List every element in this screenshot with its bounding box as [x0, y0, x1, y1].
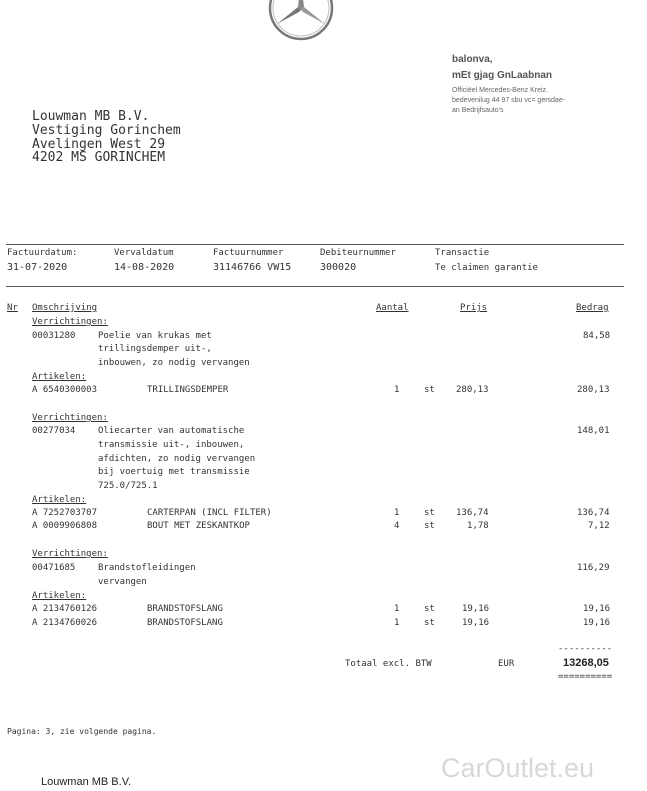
dealer-desc-2: bedevenilug 44 97 sbu vc= gersdae-	[452, 97, 566, 104]
article-number: A 2134760026	[32, 618, 98, 628]
dealer-subname: mEt gjag GnLaabnan	[452, 70, 553, 81]
article-qty: 4	[394, 521, 400, 531]
article-total: 136,74	[577, 508, 610, 518]
article-unit: st	[424, 385, 435, 395]
address-line-4: 4202 MS GORINCHEM	[32, 150, 166, 165]
article-name: CARTERPAN (INCL FILTER)	[147, 508, 272, 518]
address-line-2: Vestiging Gorinchem	[32, 123, 181, 138]
article-total: 7,12	[588, 521, 610, 531]
value-debiteurnummer: 300020	[320, 262, 357, 273]
article-name: TRILLINGSDEMPER	[147, 385, 229, 395]
address-line-1: Louwman MB B.V.	[32, 109, 150, 124]
operation-desc: 725.0/725.1	[98, 481, 158, 491]
page-note: Pagina: 3, zie volgende pagina.	[7, 727, 157, 736]
article-qty: 1	[394, 604, 400, 614]
article-qty: 1	[394, 508, 400, 518]
operation-desc: afdichten, zo nodig vervangen	[98, 454, 256, 464]
article-qty: 1	[394, 618, 400, 628]
article-unit: st	[424, 604, 435, 614]
article-qty: 1	[394, 385, 400, 395]
articles-label: Artikelen:	[32, 591, 87, 601]
article-total: 19,16	[583, 604, 611, 614]
dealer-desc-1: Officiëel Mercedes-Benz Kreiz.	[452, 87, 548, 94]
operation-amount: 116,29	[577, 563, 610, 573]
operation-desc: trillingsdemper uit-,	[98, 344, 212, 354]
total-label: Totaal excl. BTW	[345, 659, 432, 669]
operation-amount: 148,01	[577, 426, 610, 436]
article-total: 280,13	[577, 385, 610, 395]
article-name: BRANDSTOFSLANG	[147, 604, 223, 614]
col-header-omschrijving: Omschrijving	[32, 303, 98, 313]
operation-desc: Poelie van krukas met	[98, 331, 212, 341]
footer-company: Louwman MB B.V.	[41, 776, 132, 788]
section-label: Verrichtingen:	[32, 317, 108, 327]
section-label: Verrichtingen:	[32, 549, 108, 559]
article-name: BOUT MET ZESKANTKOP	[147, 521, 250, 531]
operation-desc: Oliecarter van automatische	[98, 426, 245, 436]
article-number: A 6540300003	[32, 385, 98, 395]
col-header-nr: Nr	[7, 303, 18, 313]
article-name: BRANDSTOFSLANG	[147, 618, 223, 628]
article-unit: st	[424, 508, 435, 518]
dealer-desc-3: an Bedrijfsauto's	[452, 107, 504, 114]
label-factuurdatum: Factuurdatum:	[7, 248, 78, 258]
value-factuurnummer: 31146766 VW15	[213, 262, 292, 273]
operation-desc: Brandstofleidingen	[98, 563, 196, 573]
operation-code: 00031280	[32, 331, 76, 341]
watermark: CarOutlet.eu	[441, 753, 595, 783]
articles-label: Artikelen:	[32, 495, 87, 505]
divider-top	[6, 244, 624, 245]
article-total: 19,16	[583, 618, 611, 628]
total-amount: 13268,05	[563, 657, 609, 669]
label-transactie: Transactie	[435, 248, 490, 258]
section-label: Verrichtingen:	[32, 413, 108, 423]
operation-desc: transmissie uit-, inbouwen,	[98, 440, 245, 450]
article-price: 136,74	[456, 508, 489, 518]
total-dashes: ----------	[558, 644, 613, 654]
value-vervaldatum: 14-08-2020	[114, 262, 175, 273]
operation-code: 00277034	[32, 426, 76, 436]
article-number: A 2134760126	[32, 604, 98, 614]
article-price: 1,78	[467, 521, 489, 531]
operation-desc: inbouwen, zo nodig vervangen	[98, 358, 250, 368]
col-header-prijs: Prijs	[460, 303, 488, 313]
article-unit: st	[424, 618, 435, 628]
col-header-bedrag: Bedrag	[576, 303, 609, 313]
article-number: A 7252703707	[32, 508, 98, 518]
label-debiteurnummer: Debiteurnummer	[320, 248, 396, 258]
article-price: 19,16	[462, 604, 490, 614]
value-factuurdatum: 31-07-2020	[7, 262, 68, 273]
operation-amount: 84,58	[583, 331, 611, 341]
mercedes-star-logo	[267, 0, 335, 42]
address-line-3: Avelingen West 29	[32, 137, 166, 152]
operation-desc: bij voertuig met transmissie	[98, 467, 250, 477]
operation-desc: vervangen	[98, 577, 147, 587]
article-unit: st	[424, 521, 435, 531]
value-transactie: Te claimen garantie	[435, 263, 538, 273]
label-vervaldatum: Vervaldatum	[114, 248, 174, 258]
total-currency: EUR	[498, 659, 515, 669]
total-double-line: ==========	[558, 672, 613, 682]
article-price: 19,16	[462, 618, 490, 628]
article-number: A 0009906808	[32, 521, 98, 531]
divider-bottom	[6, 286, 624, 287]
articles-label: Artikelen:	[32, 372, 87, 382]
dealer-name: balonva,	[452, 54, 493, 65]
article-price: 280,13	[456, 385, 489, 395]
col-header-aantal: Aantal	[376, 303, 409, 313]
label-factuurnummer: Factuurnummer	[213, 248, 284, 258]
operation-code: 00471685	[32, 563, 76, 573]
